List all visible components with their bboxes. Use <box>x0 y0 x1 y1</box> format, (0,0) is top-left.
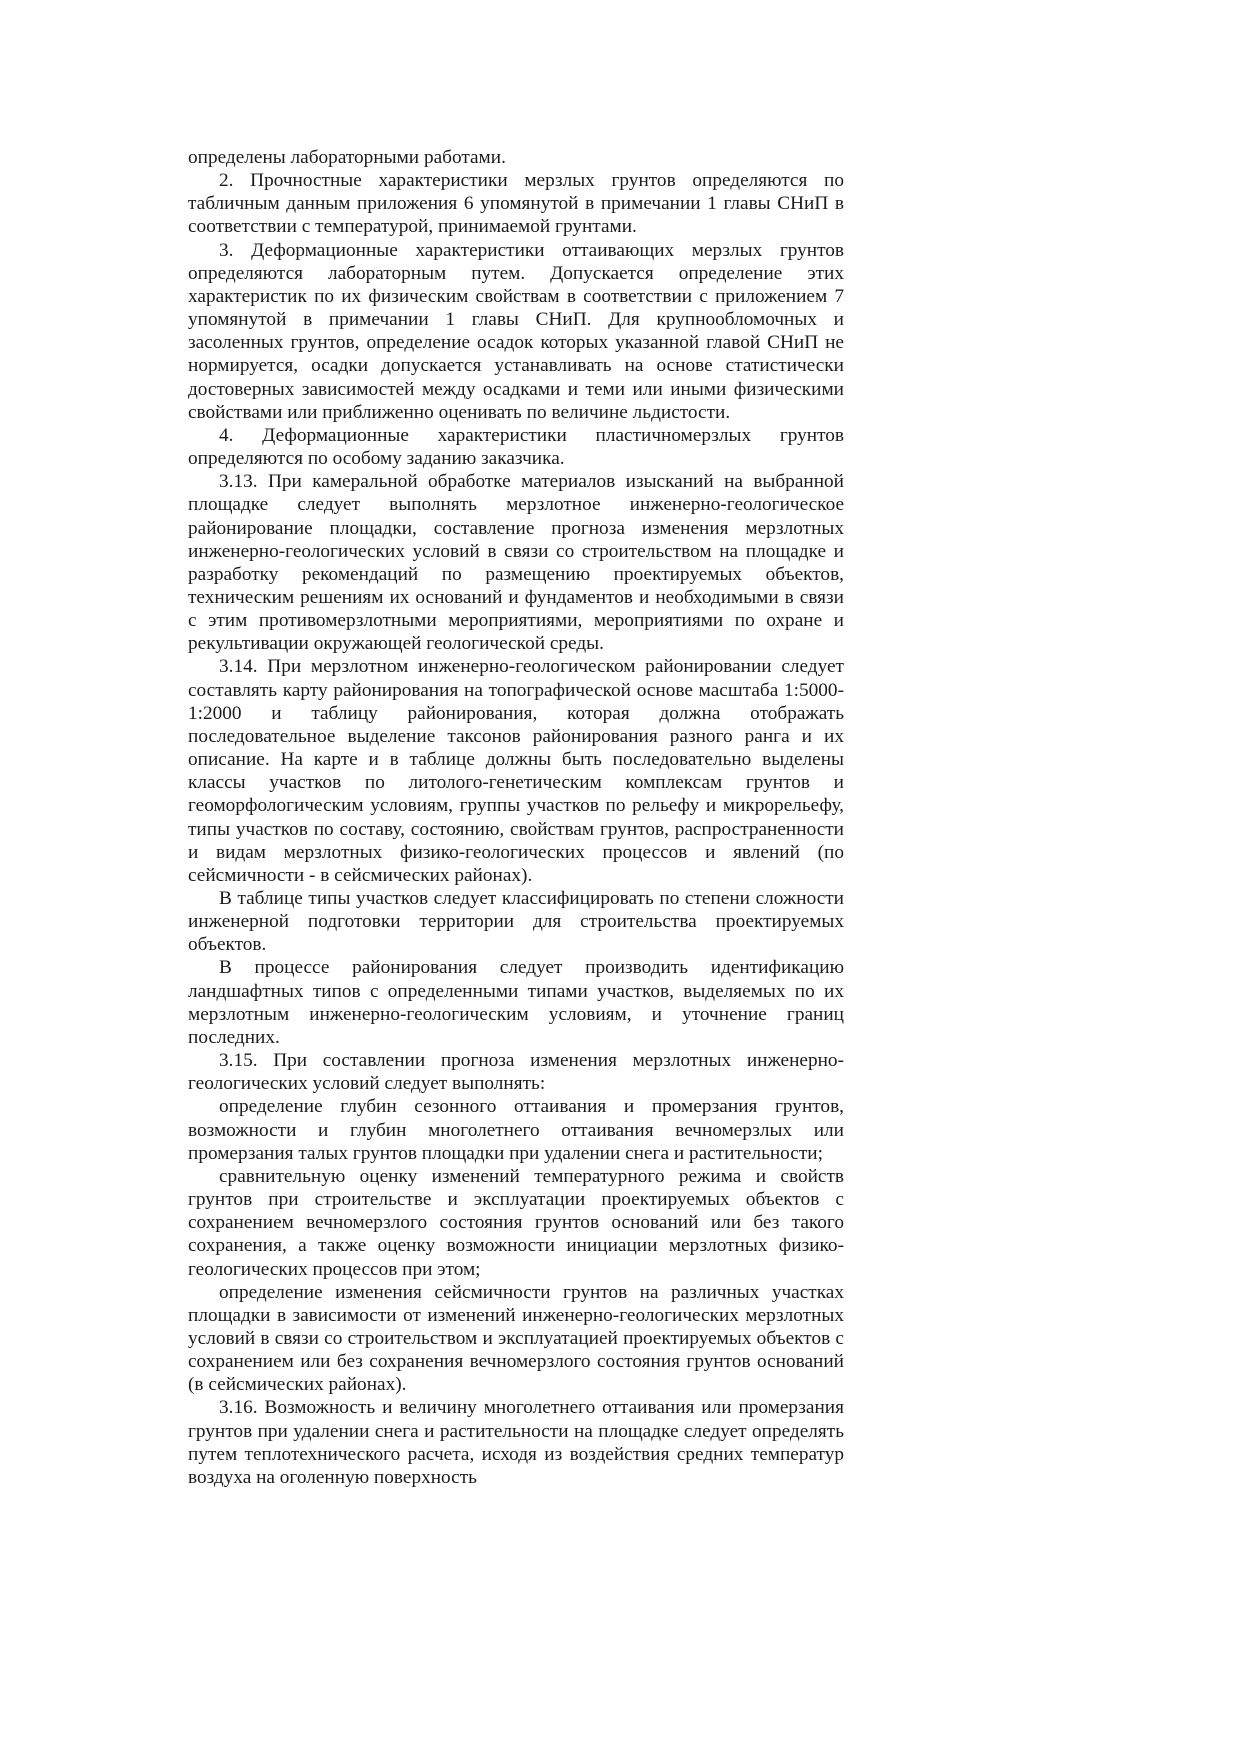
paragraph-seismicity: определение изменения сейсмичности грунтов на различных участках площадки в зависимости от изменений инженерно-геологических мерзлотных условий в связи со строительством и эксплуатацией проектируемых объектов с сохранением или без сохранения вечномерзлого состояния грунтов оснований (в сейсмических районах). <box>188 1281 844 1396</box>
paragraph-comparative-assessment: сравнительную оценку изменений температурного режима и свойств грунтов при строительстве и эксплуатации проектируемых объектов с сохранением вечномерзлого состояния грунтов оснований или без такого сохранения, а также оценку возможности инициации мерзлотных физико-геологических процессов при этом; <box>188 1165 844 1280</box>
paragraph-zoning-process: В процессе районирования следует производить идентификацию ландшафтных типов с определенными типами участков, выделяемых по их мерзлотным инженерно-геологическим условиям, и уточнение границ последних. <box>188 957 844 1048</box>
paragraph-continuation: определены лабораторными работами. <box>188 147 506 168</box>
paragraph-item-3: 3. Деформационные характеристики оттаивающих мерзлых грунтов определяются лабораторным путем. Допускается определение этих характеристик по их физическим свойствам в соответствии с приложением 7 упомянутой в примечании 1 главы СНиП. Для крупнообломочных и засоленных грунтов, определение осадок которых указанной главой СНиП не нормируется, осадки допускается устанавливать на основе статистически достоверных зависимостей между осадками и теми или иными физическими свойствами или приближенно оценивать по величине льдистости. <box>188 239 844 423</box>
document-page <box>188 146 844 1489</box>
paragraph-depth-determination: определение глубин сезонного оттаивания и промерзания грунтов, возможности и глубин многолетнего оттаивания вечномерзлых или промерзания талых грунтов площадки при удалении снега и растительности; <box>188 1096 844 1164</box>
paragraph-item-2: 2. Прочностные характеристики мерзлых грунтов определяются по табличным данным приложения 6 упомянутой в примечании 1 главы СНиП в соответствии с температурой, принимаемой грунтами. <box>188 170 844 238</box>
paragraph-3-13: 3.13. При камеральной обработке материалов изысканий на выбранной площадке следует выполнять мерзлотное инженерно-геологическое районирование площадки, составление прогноза изменения мерзлотных инженерно-геологических условий в связи со строительством на площадке и разработку рекомендаций по размещению проектируемых объектов, техническим решениям их оснований и фундаментов и необходимыми в связи с этим противомерзлотными мероприятиями, мероприятиями по охране и рекультивации окружающей геологической среды. <box>188 471 844 655</box>
paragraph-table-types: В таблице типы участков следует классифицировать по степени сложности инженерной подготовки территории для строительства проектируемых объектов. <box>188 888 844 956</box>
paragraph-3-15: 3.15. При составлении прогноза изменения мерзлотных инженерно-геологических условий следует выполнять: <box>188 1050 844 1095</box>
paragraph-3-14: 3.14. При мерзлотном инженерно-геологическом районировании следует составлять карту районирования на топографической основе масштаба 1:5000-1:2000 и таблицу районирования, которая должна отображать последовательное выделение таксонов районирования разного ранга и их описание. На карте и в таблице должны быть последовательно выделены классы участков по литолого-генетическим комплексам грунтов и геоморфологическим условиям, группы участков по рельефу и микрорельефу, типы участков по составу, состоянию, свойствам грунтов, распространенности и видам мерзлотных физико-геологических процессов и явлений (по сейсмичности - в сейсмических районах). <box>188 656 844 886</box>
paragraph-3-16: 3.16. Возможность и величину многолетнего оттаивания или промерзания грунтов при удалении снега и растительности на площадке следует определять путем теплотехнического расчета, исходя из воздействия средних температур воздуха на оголенную поверхность <box>188 1397 844 1488</box>
paragraph-item-4: 4. Деформационные характеристики пластичномерзлых грунтов определяются по особому заданию заказчика. <box>188 424 844 470</box>
